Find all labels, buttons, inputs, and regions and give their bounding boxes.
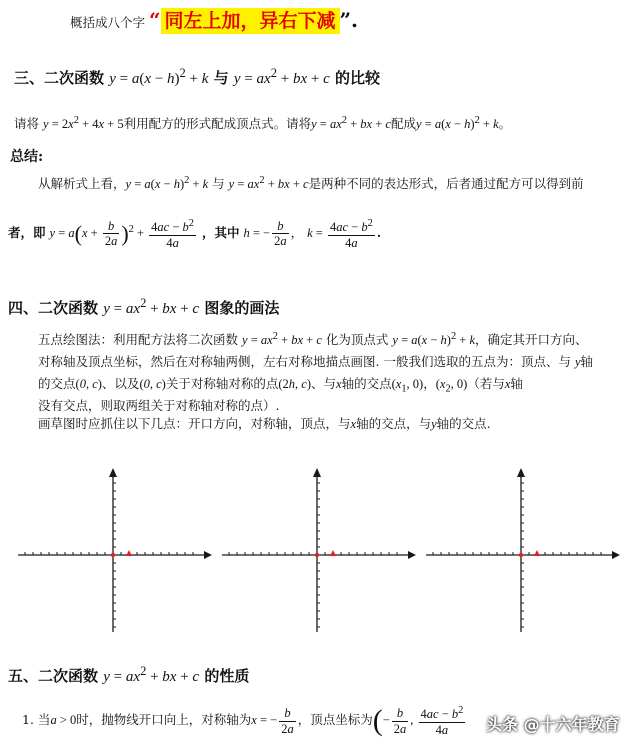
section4-text-13: 轴的交点. [436,416,491,431]
section3-title-prefix: 三、二次函数 [14,69,105,87]
section4-heading [8,296,279,318]
property-1-text-1: 当 [37,711,51,727]
condition-a-positive: a > 0 [50,712,77,727]
section4-text-2: 化为顶点式 [325,332,389,347]
point-x1: ($x_1$, 0) [391,377,424,395]
y-axis-arrow [517,468,525,477]
formula-general-form-2: $y = ax^2$ + bx + c [311,114,391,131]
section4-line-5: 画草图时应抓住以下几点：开口方向，对称轴，顶点，与x轴的交点，与y轴的交点. [38,416,491,431]
formula-vertex-form-2: $y = a(x - h)^2 + k$ [416,114,499,131]
section5-heading [8,664,249,686]
point-x2: ($x_2$, 0) [435,377,468,395]
origin-marker [519,553,523,557]
formula-general-form-5: $y = ax^2$ + bx + c [242,330,322,347]
intro-label: 概括成八个字 [70,15,146,30]
section4-text-5: 的交点 [38,376,76,391]
formula-general-form: $y = ax^2$ + bx + c [233,66,330,87]
formula-general-form-4: $y = ax^2$ + bx + c [103,296,200,317]
section4-text-4b: 轴 [580,354,594,369]
section4-text-11: 画草图时应抓住以下几点：开口方向，对称轴，顶点，与 [38,416,351,431]
formula-k: k = $\frac{4ac - b^2}{4a}$ [307,218,373,250]
formula-general-form-6: $y = ax^2$ + bx + c [103,664,200,685]
property-1-text-2: 时，抛物线开口向上，对称轴为 [76,711,252,727]
section4-text-12: 轴的交点，与 [356,416,432,431]
summary-text-1: 从解析式上看， [38,176,126,191]
summary-text-7: . [376,224,382,240]
summary-heading: 总结: [10,149,44,165]
section4-text-8: 、与 [311,376,337,391]
section4-title-prefix: 四、二次函数 [8,299,99,317]
blank-coordinate-graphs [0,460,640,640]
section4-text-3: ，确定其开口方向、 [475,332,588,347]
x-axis-arrow [612,551,620,559]
summary-text-6: ， [290,224,304,240]
section4-title-suffix: 图象的画法 [204,299,280,317]
origin-marker [315,553,319,557]
formula-vertex-coords: (− $\frac{b}{2a}$ , $\frac{4ac - b^2}{4a}$ [372,704,464,737]
summary-line-2 [8,218,381,250]
section4-text-9: 轴的交点 [341,376,392,391]
close-quote: ”. [339,8,358,32]
section4-text-4: 对称轴及顶点坐标，然后在对称轴两侧，左右对称地描点画图. 一般我们选取的五点为：顶点、与 [38,354,571,369]
summary-line-1 [38,174,584,192]
section5-title-suffix: 的性质 [204,667,250,685]
exercise-text-3: 配成 [390,116,416,131]
unit-marker [126,550,132,556]
exercise-text-1: 请将 [14,116,40,131]
exercise-line [14,114,511,132]
summary-text-2: 与 [212,176,225,191]
property-1 [22,704,467,738]
exercise-text-4: 。 [498,116,512,131]
section4-line-3: 的交点(0, c)、以及(0, c)关于对称轴对称的点(2h, c)、与x轴的交点($x_1$, 0)，($x_2$, 0)（若与x轴 [38,376,523,395]
section4-text-10: （若与 [467,376,505,391]
point-2h-c: (2h, c) [278,377,312,391]
point-0-c-2: (0, c) [139,377,166,391]
section4-line-1 [38,330,588,348]
unit-marker [534,550,540,556]
formula-completed-square: y = a(x + $\frac{b}{2a}$ )$^2$ + $\frac{4ac - b^2}{4a}$ [49,218,194,250]
summary-text-5: ，其中 [201,224,240,240]
formula-vertex-form-4: $y = a(x - h)^2 + k$ [392,330,476,347]
section4-text-6: 、以及 [101,376,140,391]
formula-axis: x = − $\frac{b}{2a}$ [251,706,294,736]
x-axis-arrow [204,551,212,559]
y-axis-arrow [109,468,117,477]
section4-text-7: 关于对称轴对称的点 [165,376,279,391]
formula-example: $y = 2x^2 + 4x + 5$ [43,114,124,131]
section4-text-10b: 轴 [510,376,523,391]
formula-vertex-form: $y = a(x - h)^2 + k$ [109,66,209,87]
section4-text-1: 五点绘图法：利用配方法将二次函数 [38,332,239,347]
open-quote: “ [149,8,161,32]
summary-text-3: 是两种不同的表达形式，后者通过配方可以得到前 [308,176,584,191]
property-1-text-3: ，顶点坐标为 [297,711,373,727]
intro-line [70,6,358,33]
unit-marker [330,550,336,556]
exercise-text-2: 利用配方的形式配成顶点式。请将 [123,116,312,131]
y-axis-arrow [313,468,321,477]
point-0-c: (0, c) [75,377,102,391]
section4-line-2: 对称轴及顶点坐标，然后在对称轴两侧，左右对称地描点画图. 一般我们选取的五点为：顶点、与 y轴 [38,354,594,369]
mnemonic-highlight: 同左上加，异右下减 [161,8,340,34]
summary-text-4: 者，即 [8,224,46,240]
section3-title-join: 与 [213,69,229,87]
origin-marker [111,553,115,557]
property-1-number: 1. [22,711,34,727]
section4-line-4: 没有交点，则取两组关于对称轴对称的点）. [38,398,280,413]
x-axis-arrow [408,551,416,559]
section3-title-suffix: 的比较 [334,69,380,87]
section3-heading [14,66,380,88]
formula-vertex-form-3: $y = a(x - h)^2 + k$ [125,174,209,191]
formula-h: h = − $\frac{b}{2a}$ [243,219,287,249]
watermark: 头条 @十六年教育 [486,715,620,734]
section5-title-prefix: 五、二次函数 [8,667,99,685]
formula-general-form-3: $y = ax^2$ + bx + c [228,174,309,191]
